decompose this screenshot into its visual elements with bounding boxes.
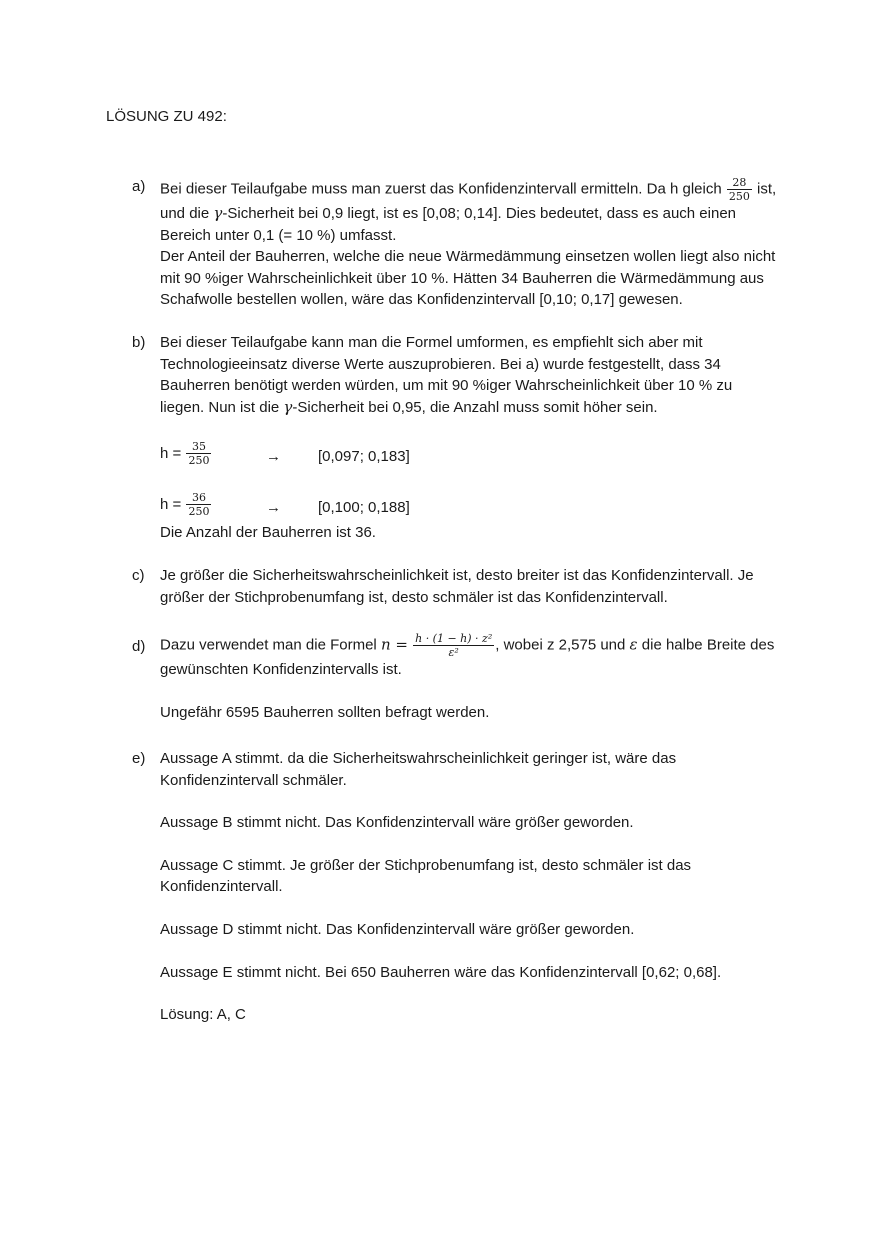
d-line-2: gewünschten Konfidenzintervalls ist. [160,661,402,678]
statement-line: Aussage E stimmt nicht. Bei 650 Bauherren wäre das Konfidenzintervall [0,62; 0,68]. [160,963,722,981]
item-marker-e: e) [132,750,146,767]
fraction-36-250 [186,491,211,518]
b-line-4-text: liegen. Nun ist die [160,398,280,416]
a-line-1-text: Bei dieser Teilaufgabe muss man zuerst das Konfidenzintervall ermitteln. Da h gleich [160,180,722,198]
b-calculation-row-1 [132,440,792,474]
solution-item-a [132,176,792,311]
a-line-2-end: -Sicherheit bei 0,9 liegt, ist es [0,08; 0,14]. Dies bedeutet, dass es auch einen [222,205,737,222]
solution-item-b [132,332,792,418]
sample-size-formula [413,632,494,659]
fraction-denominator: 250 [188,454,210,467]
item-marker-d: d) [132,638,146,655]
formula-numerator: h · (1 − h) · z² [415,632,493,645]
fraction-35-250 [186,440,211,467]
fraction-numerator: 36 [191,491,206,504]
fraction-numerator: 35 [191,440,206,453]
solution-item-e [132,748,792,1026]
h-equals: h = [160,495,182,513]
statement-line: Aussage A stimmt. da die Sicherheitswahrscheinlichkeit geringer ist, wäre das [160,750,677,767]
b-line-4-end: -Sicherheit bei 0,95, die Anzahl muss somit höher sein. [292,398,658,416]
item-marker-b: b) [132,334,146,351]
a-line-2 [160,203,792,225]
gamma-symbol: γ [213,204,223,222]
formula-denominator: ε² [413,645,494,659]
a-line-2-text: und die [160,205,210,222]
d-line-1 [160,632,792,659]
epsilon-symbol: ε [629,635,638,654]
fraction-numerator: 28 [732,176,747,189]
statement-line: Aussage B stimmt nicht. Das Konfidenzintervall wäre größer geworden. [160,814,634,832]
d-line-1-end: die halbe Breite des [641,636,775,654]
arrow-right-icon: → [266,448,281,465]
formula-lhs: n = [380,635,408,654]
statement-line: Aussage D stimmt nicht. Das Konfidenzintervall wäre größer geworden. [160,920,635,938]
row-lhs [160,491,212,518]
b-line-2: Technologieeinsatz diverse Werte auszuprobieren. Bei a) wurde festgestellt, dass 34 [160,355,721,373]
row-lhs [160,440,212,467]
statement-line: Aussage C stimmt. Je größer der Stichprobenumfang ist, desto schmäler ist das [160,856,692,874]
fraction-denominator: 250 [728,190,750,203]
c-line-2: größer der Stichprobenumfang ist, desto schmäler ist das Konfidenzintervall. [160,588,668,606]
solution-answer: Lösung: A, C [160,1006,246,1024]
d-line-1-mid: , wobei z 2,575 und [495,636,626,654]
page-title: LÖSUNG ZU 492: [106,108,227,125]
a-line-5: mit 90 %iger Wahrscheinlichkeit über 10 %. Hätten 34 Bauherren die Wärmedämmung aus [160,269,764,287]
item-marker-c: c) [132,567,145,584]
h-equals: h = [160,444,182,462]
a-line-6: Schafwolle bestellen wollen, wäre das Konfidenzintervall [0,10; 0,17] gewesen. [160,291,683,309]
interval-value: [0,100; 0,188] [318,499,410,516]
b-line-1: Bei dieser Teilaufgabe kann man die Formel umformen, es empfiehlt sich aber mit [160,334,703,351]
solution-item-c [132,565,792,608]
statement-line: Konfidenzintervall schmäler. [160,771,347,789]
b-conclusion-text: Die Anzahl der Bauherren ist 36. [160,524,376,541]
gamma-symbol: γ [283,397,293,416]
a-line-4: Der Anteil der Bauherren, welche die neue Wärmedämmung einsetzen wollen liegt also nicht [160,248,776,266]
solution-item-d [132,632,792,723]
fraction-denominator: 250 [188,505,210,518]
a-line-3: Bereich unter 0,1 (= 10 %) umfasst. [160,226,397,244]
arrow-right-icon: → [266,499,281,516]
interval-value: [0,097; 0,183] [318,448,410,465]
d-line-1-text: Dazu verwendet man die Formel [160,636,377,654]
b-line-4 [160,397,792,419]
b-conclusion [132,522,792,544]
d-result: Ungefähr 6595 Bauherren sollten befragt werden. [160,703,490,721]
c-line-1: Je größer die Sicherheitswahrscheinlichkeit ist, desto breiter ist das Konfidenzintervall. Je [160,567,754,584]
b-calculation-row-2 [132,491,792,525]
fraction-28-250 [727,176,752,203]
item-marker-a: a) [132,178,146,195]
a-line-1-end: ist, [757,180,777,198]
b-line-3: Bauherren benötigt werden würden, um mit 90 %iger Wahrscheinlichkeit über 10 % zu [160,377,733,395]
statement-line: Konfidenzintervall. [160,878,283,896]
a-line-1 [160,176,792,203]
